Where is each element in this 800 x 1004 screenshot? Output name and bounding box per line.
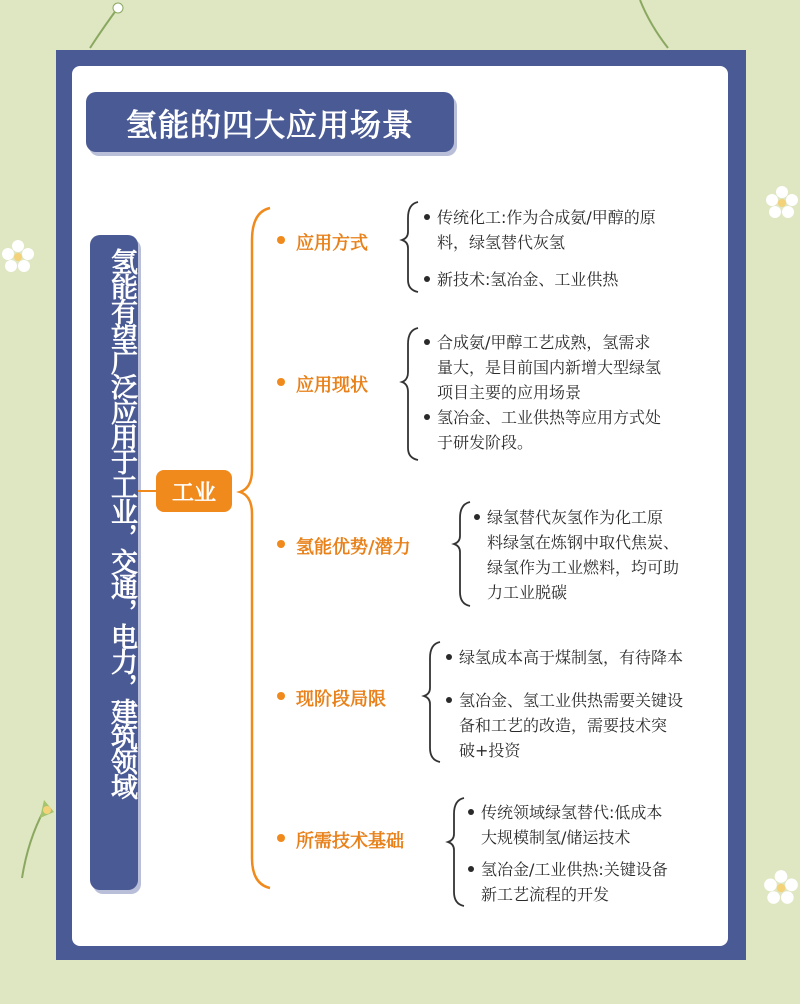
leaf-item — [468, 800, 662, 850]
leaf-item — [446, 645, 683, 670]
leaf-line: 氢冶金、氢工业供热需要关键设 — [459, 691, 684, 710]
leaf-line: 备和工艺的改造，需要技术突 — [459, 716, 668, 735]
leaf-line: 料绿氢在炼钢中取代焦炭、 — [487, 533, 680, 552]
bullet-icon — [424, 339, 430, 345]
leaf-line: 料，绿氢替代灰氢 — [437, 233, 566, 252]
leaf-line: 合成氨/甲醇工艺成熟，氢需求 — [437, 333, 651, 352]
leaf-line: 绿氢成本高于煤制氢，有待降本 — [459, 648, 684, 667]
branch-bullet — [277, 378, 285, 386]
bullet-icon — [468, 866, 474, 872]
leaf-line: 项目主要的应用场景 — [437, 383, 582, 402]
leaf-item — [424, 205, 656, 255]
bullet-icon — [424, 214, 430, 220]
leaf-item — [468, 857, 668, 907]
leaf-item — [424, 405, 661, 455]
leaf-line: 量大，是目前国内新增大型绿氢 — [437, 358, 662, 377]
side-banner-text: 氢能有望广泛应用于工业，交通，电力，建筑领域 — [106, 248, 137, 798]
leaf-line: 新工艺流程的开发 — [481, 885, 610, 904]
leaf-item — [424, 267, 618, 292]
branch-bullet — [277, 834, 285, 842]
branch-label-application-method: 应用方式 — [296, 233, 368, 254]
bullet-icon — [424, 414, 430, 420]
leaf-line: 力工业脱碳 — [487, 583, 568, 602]
leaf-line: 新技术:氢冶金、工业供热 — [437, 270, 619, 289]
bullet-icon — [424, 276, 430, 282]
branch-bullet — [277, 540, 285, 548]
leaf-line: 破+投资 — [459, 741, 521, 760]
leaf-line: 氢冶金/工业供热:关键设备 — [481, 860, 668, 879]
root-node-industry: 工业 — [156, 470, 232, 512]
leaf-item — [474, 505, 679, 605]
leaf-line: 大规模制氢/储运技术 — [481, 828, 631, 847]
leaf-item — [446, 688, 683, 763]
bullet-icon — [474, 514, 480, 520]
bullet-icon — [446, 697, 452, 703]
branch-bullet — [277, 692, 285, 700]
page-title: 氢能的四大应用场景 — [86, 92, 454, 152]
leaf-line: 绿氢作为工业燃料，均可助 — [487, 558, 680, 577]
leaf-line: 传统化工:作为合成氨/甲醇的原 — [437, 208, 656, 227]
branch-label-application-status: 应用现状 — [296, 375, 368, 396]
leaf-line: 氢冶金、工业供热等应用方式处 — [437, 408, 662, 427]
bullet-icon — [446, 654, 452, 660]
leaf-line: 传统领域绿氢替代:低成本 — [481, 803, 663, 822]
leaf-line: 绿氢替代灰氢作为化工原 — [487, 508, 664, 527]
leaf-item — [424, 330, 661, 405]
leaf-line: 于研发阶段。 — [437, 433, 534, 452]
branch-bullet — [277, 236, 285, 244]
branch-label-required-technology: 所需技术基础 — [296, 831, 404, 852]
bullet-icon — [468, 809, 474, 815]
branch-label-advantage-potential: 氢能优势/潜力 — [296, 537, 411, 558]
branch-label-current-limitations: 现阶段局限 — [296, 689, 386, 710]
